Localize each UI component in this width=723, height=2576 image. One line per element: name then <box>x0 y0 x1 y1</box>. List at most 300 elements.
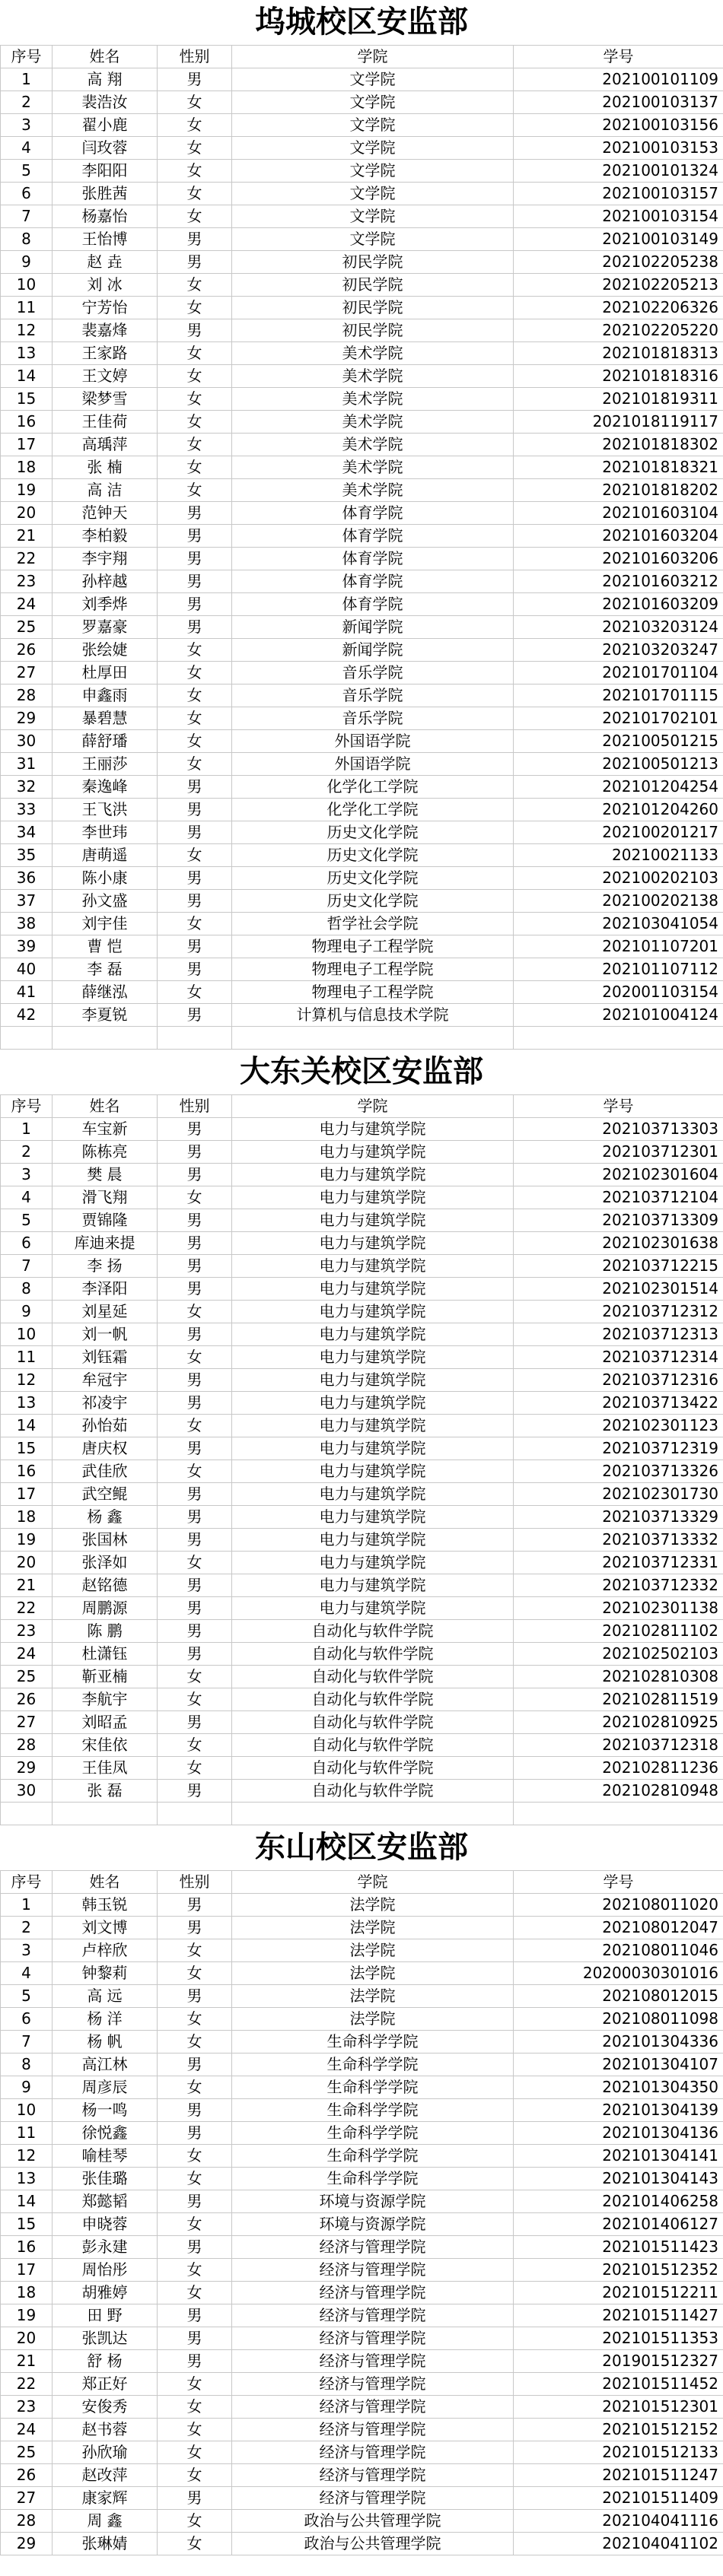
table-cell: 202102811102 <box>514 1620 723 1643</box>
table-row <box>1 1186 723 1209</box>
table-row <box>1 753 723 776</box>
table-cell: 202108012047 <box>514 1917 723 1939</box>
table-cell: 202100201217 <box>514 821 723 844</box>
table-cell: 女 <box>158 707 232 730</box>
table-cell: 男 <box>158 821 232 844</box>
table-cell: 16 <box>1 1460 53 1483</box>
table-cell: 3 <box>1 1939 53 1962</box>
table-cell: 舒 杨 <box>53 2350 158 2373</box>
table-cell: 12 <box>1 319 53 342</box>
table-cell: 202103712314 <box>514 1346 723 1369</box>
table-cell: 孙怡茹 <box>53 1415 158 1437</box>
table-cell: 27 <box>1 662 53 684</box>
table-row <box>1 1985 723 2008</box>
table-cell: 202103712319 <box>514 1437 723 1460</box>
table-cell: 李阳阳 <box>53 160 158 183</box>
table-cell: 经济与管理学院 <box>232 2419 514 2441</box>
table-cell: 电力与建筑学院 <box>232 1437 514 1460</box>
table-cell: 经济与管理学院 <box>232 2441 514 2464</box>
table-cell: 29 <box>1 2533 53 2555</box>
table-cell: 女 <box>158 1757 232 1780</box>
table-cell: 新闻学院 <box>232 639 514 662</box>
table-cell: 男 <box>158 958 232 981</box>
table-cell: 202103712316 <box>514 1369 723 1392</box>
table-cell: 1 <box>1 1894 53 1917</box>
table-cell: 4 <box>1 1186 53 1209</box>
table-cell: 女 <box>158 2510 232 2533</box>
table-cell: 18 <box>1 1506 53 1529</box>
table-cell: 文学院 <box>232 114 514 137</box>
table-cell: 生命科学学院 <box>232 2031 514 2053</box>
table-cell: 康家辉 <box>53 2487 158 2510</box>
table-cell: 202101818202 <box>514 479 723 502</box>
table-cell: 美术学院 <box>232 365 514 388</box>
table-cell: 徐悦鑫 <box>53 2122 158 2145</box>
table-cell: 闫玫蓉 <box>53 137 158 160</box>
table-cell: 27 <box>1 1711 53 1734</box>
table-cell: 6 <box>1 1232 53 1255</box>
table-cell: 张绘婕 <box>53 639 158 662</box>
table-row <box>1 684 723 707</box>
table-cell: 女 <box>158 1301 232 1323</box>
table-cell: 自动化与软件学院 <box>232 1757 514 1780</box>
table-row <box>1 2487 723 2510</box>
table-cell: 202102205238 <box>514 251 723 274</box>
table-cell: 22 <box>1 1597 53 1620</box>
table-cell: 生命科学学院 <box>232 2076 514 2099</box>
table-cell: 202101819311 <box>514 388 723 411</box>
table-cell: 申晓蓉 <box>53 2213 158 2236</box>
table-cell: 法学院 <box>232 1894 514 1917</box>
table-cell: 自动化与软件学院 <box>232 1688 514 1711</box>
table-cell: 202108011098 <box>514 2008 723 2031</box>
table-cell: 薛舒璠 <box>53 730 158 753</box>
table-cell: 202108011046 <box>514 1939 723 1962</box>
table-cell: 男 <box>158 1278 232 1301</box>
table-cell: 21 <box>1 525 53 548</box>
table-cell: 202103713326 <box>514 1460 723 1483</box>
table-row <box>1 1437 723 1460</box>
table-cell: 20 <box>1 502 53 525</box>
table-cell: 23 <box>1 1620 53 1643</box>
table-row <box>1 91 723 114</box>
table-cell: 李 磊 <box>53 958 158 981</box>
table-cell: 钟黎莉 <box>53 1962 158 1985</box>
table-cell: 男 <box>158 2099 232 2122</box>
table-cell: 女 <box>158 1552 232 1574</box>
table-cell: 10 <box>1 1323 53 1346</box>
table-row <box>1 2282 723 2304</box>
table-cell: 202102301604 <box>514 1164 723 1186</box>
table-row <box>1 935 723 958</box>
table-cell: 电力与建筑学院 <box>232 1323 514 1346</box>
table-cell: 16 <box>1 411 53 434</box>
table-cell: 女 <box>158 2282 232 2304</box>
table-cell: 女 <box>158 183 232 205</box>
table-row <box>1 616 723 639</box>
table-cell: 12 <box>1 1369 53 1392</box>
table-cell: 女 <box>158 1734 232 1757</box>
table-row <box>1 1346 723 1369</box>
table-cell: 体育学院 <box>232 525 514 548</box>
table-cell: 202101511353 <box>514 2327 723 2350</box>
table-cell: 郑懿韬 <box>53 2190 158 2213</box>
table-cell: 物理电子工程学院 <box>232 935 514 958</box>
table-cell: 生命科学学院 <box>232 2053 514 2076</box>
table-cell: 法学院 <box>232 1985 514 2008</box>
table-cell: 202100103153 <box>514 137 723 160</box>
table-cell: 11 <box>1 2122 53 2145</box>
table-cell: 薛继泓 <box>53 981 158 1004</box>
table-cell: 生命科学学院 <box>232 2145 514 2168</box>
table-cell: 高 洁 <box>53 479 158 502</box>
table-cell: 暴碧慧 <box>53 707 158 730</box>
table-cell: 男 <box>158 1917 232 1939</box>
table-cell: 202101511247 <box>514 2464 723 2487</box>
table-cell: 贾锦隆 <box>53 1209 158 1232</box>
table-cell: 202103713332 <box>514 1529 723 1552</box>
table-cell: 202101511452 <box>514 2373 723 2396</box>
table-cell: 17 <box>1 2259 53 2282</box>
table-row <box>1 2076 723 2099</box>
table-cell: 202103203124 <box>514 616 723 639</box>
table-cell: 文学院 <box>232 160 514 183</box>
table-cell: 202103713309 <box>514 1209 723 1232</box>
table-cell: 电力与建筑学院 <box>232 1460 514 1483</box>
table-row <box>1 456 723 479</box>
table-cell: 29 <box>1 1757 53 1780</box>
table-row <box>1 1780 723 1803</box>
table-cell: 女 <box>158 1962 232 1985</box>
table-cell: 15 <box>1 388 53 411</box>
table-cell: 202102206326 <box>514 297 723 319</box>
table-cell: 41 <box>1 981 53 1004</box>
table-cell: 梁梦雪 <box>53 388 158 411</box>
table-cell: 31 <box>1 753 53 776</box>
table-cell: 男 <box>158 2053 232 2076</box>
table-row <box>1 2099 723 2122</box>
table-cell: 女 <box>158 365 232 388</box>
table-cell: 经济与管理学院 <box>232 2350 514 2373</box>
empty-cell <box>514 1803 723 1825</box>
table-cell: 电力与建筑学院 <box>232 1255 514 1278</box>
table-cell: 女 <box>158 411 232 434</box>
table-row <box>1 1666 723 1688</box>
empty-cell <box>1 1803 53 1825</box>
table-cell: 男 <box>158 68 232 91</box>
table-cell: 男 <box>158 228 232 251</box>
table-cell: 202100101109 <box>514 68 723 91</box>
table-cell: 唐庆权 <box>53 1437 158 1460</box>
column-header: 性别 <box>158 46 232 68</box>
table-cell: 男 <box>158 2122 232 2145</box>
table-cell: 女 <box>158 114 232 137</box>
table-cell: 202101511423 <box>514 2236 723 2259</box>
table-cell: 王文婷 <box>53 365 158 388</box>
table-cell: 9 <box>1 251 53 274</box>
table-cell: 202101603204 <box>514 525 723 548</box>
table-cell: 男 <box>158 251 232 274</box>
table-cell: 经济与管理学院 <box>232 2464 514 2487</box>
table-cell: 刘钰霜 <box>53 1346 158 1369</box>
table-cell: 18 <box>1 2282 53 2304</box>
table-cell: 自动化与软件学院 <box>232 1666 514 1688</box>
roster-table <box>0 45 723 1050</box>
table-cell: 电力与建筑学院 <box>232 1209 514 1232</box>
table-cell: 202101406258 <box>514 2190 723 2213</box>
table-row <box>1 1118 723 1141</box>
table-cell: 音乐学院 <box>232 707 514 730</box>
table-cell: 19 <box>1 479 53 502</box>
table-cell: 经济与管理学院 <box>232 2259 514 2282</box>
table-row <box>1 1688 723 1711</box>
table-row <box>1 844 723 867</box>
table-cell: 自动化与软件学院 <box>232 1780 514 1803</box>
table-cell: 5 <box>1 1209 53 1232</box>
table-cell: 文学院 <box>232 228 514 251</box>
table-cell: 自动化与软件学院 <box>232 1734 514 1757</box>
table-cell: 男 <box>158 2304 232 2327</box>
table-cell: 20 <box>1 2327 53 2350</box>
table-row <box>1 297 723 319</box>
table-cell: 经济与管理学院 <box>232 2304 514 2327</box>
table-row <box>1 1894 723 1917</box>
table-cell: 男 <box>158 2236 232 2259</box>
table-row <box>1 1757 723 1780</box>
table-cell: 25 <box>1 1666 53 1688</box>
table-cell: 男 <box>158 867 232 890</box>
table-row <box>1 319 723 342</box>
table-row <box>1 251 723 274</box>
table-cell: 202102205220 <box>514 319 723 342</box>
table-cell: 刘季烨 <box>53 593 158 616</box>
table-row <box>1 1415 723 1437</box>
table-cell: 刘文博 <box>53 1917 158 1939</box>
table-cell: 体育学院 <box>232 593 514 616</box>
table-cell: 202102502103 <box>514 1643 723 1666</box>
table-cell: 男 <box>158 1597 232 1620</box>
table-row <box>1 365 723 388</box>
table-row <box>1 2533 723 2555</box>
table-cell: 11 <box>1 297 53 319</box>
table-cell: 17 <box>1 1483 53 1506</box>
table-cell: 202101512133 <box>514 2441 723 2464</box>
table-cell: 202100103154 <box>514 205 723 228</box>
table-cell: 男 <box>158 2487 232 2510</box>
table-cell: 9 <box>1 2076 53 2099</box>
table-row <box>1 388 723 411</box>
column-header: 学号 <box>514 46 723 68</box>
table-cell: 202101304143 <box>514 2168 723 2190</box>
table-cell: 男 <box>158 2327 232 2350</box>
table-cell: 孙欣瑜 <box>53 2441 158 2464</box>
table-cell: 女 <box>158 684 232 707</box>
table-cell: 23 <box>1 2396 53 2419</box>
table-cell: 202101603206 <box>514 548 723 570</box>
table-row <box>1 662 723 684</box>
table-cell: 女 <box>158 479 232 502</box>
table-cell: 202104041102 <box>514 2533 723 2555</box>
table-row <box>1 776 723 799</box>
table-cell: 历史文化学院 <box>232 821 514 844</box>
table-cell: 女 <box>158 2533 232 2555</box>
table-row <box>1 342 723 365</box>
table-cell: 20 <box>1 1552 53 1574</box>
table-cell: 25 <box>1 2441 53 2464</box>
table-cell: 牟冠宇 <box>53 1369 158 1392</box>
table-cell: 男 <box>158 1118 232 1141</box>
table-cell: 李宇翔 <box>53 548 158 570</box>
table-cell: 202102301123 <box>514 1415 723 1437</box>
table-cell: 32 <box>1 776 53 799</box>
column-header: 学院 <box>232 46 514 68</box>
table-cell: 音乐学院 <box>232 684 514 707</box>
table-row <box>1 1574 723 1597</box>
section-title: 坞城校区安监部 <box>255 5 468 40</box>
table-cell: 刘星延 <box>53 1301 158 1323</box>
table-cell: 高江林 <box>53 2053 158 2076</box>
roster-section <box>0 1050 723 1825</box>
table-row <box>1 1620 723 1643</box>
table-cell: 周 鑫 <box>53 2510 158 2533</box>
table-cell: 男 <box>158 570 232 593</box>
table-row <box>1 2396 723 2419</box>
table-cell: 周怡彤 <box>53 2259 158 2282</box>
section-title: 东山校区安监部 <box>255 1830 468 1865</box>
table-cell: 女 <box>158 342 232 365</box>
table-cell: 女 <box>158 2213 232 2236</box>
table-cell: 田 野 <box>53 2304 158 2327</box>
table-cell: 202103712312 <box>514 1301 723 1323</box>
table-cell: 女 <box>158 1939 232 1962</box>
table-cell: 男 <box>158 1232 232 1255</box>
table-cell: 男 <box>158 1164 232 1186</box>
table-cell: 赵铭德 <box>53 1574 158 1597</box>
column-header: 序号 <box>1 1095 53 1118</box>
table-cell: 男 <box>158 1209 232 1232</box>
table-cell: 202101304107 <box>514 2053 723 2076</box>
table-row <box>1 799 723 821</box>
table-row <box>1 2145 723 2168</box>
table-cell: 12 <box>1 2145 53 2168</box>
table-cell: 体育学院 <box>232 502 514 525</box>
table-cell: 男 <box>158 799 232 821</box>
table-cell: 文学院 <box>232 183 514 205</box>
table-cell: 秦逸峰 <box>53 776 158 799</box>
table-cell: 202102810948 <box>514 1780 723 1803</box>
table-cell: 美术学院 <box>232 342 514 365</box>
table-cell: 物理电子工程学院 <box>232 958 514 981</box>
table-cell: 女 <box>158 1688 232 1711</box>
table-cell: 电力与建筑学院 <box>232 1141 514 1164</box>
table-row <box>1 1917 723 1939</box>
table-cell: 生命科学学院 <box>232 2122 514 2145</box>
table-cell: 环境与资源学院 <box>232 2213 514 2236</box>
table-cell: 8 <box>1 2053 53 2076</box>
table-cell: 裴嘉烽 <box>53 319 158 342</box>
table-cell: 202100103137 <box>514 91 723 114</box>
table-row <box>1 1552 723 1574</box>
table-row <box>1 1209 723 1232</box>
table-cell: 体育学院 <box>232 570 514 593</box>
empty-row <box>1 1027 723 1050</box>
table-cell: 刘 冰 <box>53 274 158 297</box>
table-cell: 经济与管理学院 <box>232 2327 514 2350</box>
column-header: 姓名 <box>53 46 158 68</box>
table-cell: 4 <box>1 1962 53 1985</box>
table-cell: 刘昭孟 <box>53 1711 158 1734</box>
table-row <box>1 593 723 616</box>
table-cell: 女 <box>158 2076 232 2099</box>
table-cell: 5 <box>1 1985 53 2008</box>
table-cell: 女 <box>158 2008 232 2031</box>
table-cell: 音乐学院 <box>232 662 514 684</box>
table-row <box>1 1301 723 1323</box>
table-cell: 文学院 <box>232 68 514 91</box>
table-cell: 女 <box>158 753 232 776</box>
table-cell: 30 <box>1 730 53 753</box>
table-cell: 法学院 <box>232 1962 514 1985</box>
table-cell: 26 <box>1 639 53 662</box>
column-header: 姓名 <box>53 1095 158 1118</box>
table-cell: 202101511409 <box>514 2487 723 2510</box>
table-cell: 女 <box>158 2464 232 2487</box>
table-cell: 韩玉锐 <box>53 1894 158 1917</box>
table-cell: 男 <box>158 1141 232 1164</box>
table-cell: 202108011020 <box>514 1894 723 1917</box>
table-cell: 202102205213 <box>514 274 723 297</box>
empty-cell <box>53 1027 158 1050</box>
roster-table <box>0 1870 723 2555</box>
table-cell: 202103041054 <box>514 913 723 935</box>
table-cell: 15 <box>1 2213 53 2236</box>
table-row <box>1 205 723 228</box>
table-cell: 杨一鸣 <box>53 2099 158 2122</box>
table-cell: 男 <box>158 1529 232 1552</box>
table-cell: 38 <box>1 913 53 935</box>
table-cell: 女 <box>158 297 232 319</box>
table-cell: 陈 鹏 <box>53 1620 158 1643</box>
table-cell: 刘一帆 <box>53 1323 158 1346</box>
table-cell: 男 <box>158 1437 232 1460</box>
table-cell: 女 <box>158 2441 232 2464</box>
table-cell: 22 <box>1 2373 53 2396</box>
table-cell: 202103713422 <box>514 1392 723 1415</box>
table-cell: 202101512152 <box>514 2419 723 2441</box>
table-cell: 202001103154 <box>514 981 723 1004</box>
table-cell: 202101818302 <box>514 434 723 456</box>
column-header: 性别 <box>158 1871 232 1894</box>
table-cell: 男 <box>158 548 232 570</box>
roster-section <box>0 0 723 1050</box>
table-cell: 11 <box>1 1346 53 1369</box>
table-cell: 周鹏源 <box>53 1597 158 1620</box>
table-cell: 化学化工学院 <box>232 776 514 799</box>
table-cell: 202101511427 <box>514 2304 723 2327</box>
table-row <box>1 479 723 502</box>
table-row <box>1 639 723 662</box>
table-cell: 电力与建筑学院 <box>232 1415 514 1437</box>
table-cell: 21 <box>1 1574 53 1597</box>
table-cell: 10 <box>1 274 53 297</box>
table-cell: 7 <box>1 205 53 228</box>
table-cell: 男 <box>158 616 232 639</box>
table-cell: 202103712301 <box>514 1141 723 1164</box>
table-cell: 202101603104 <box>514 502 723 525</box>
table-cell: 202104041116 <box>514 2510 723 2533</box>
table-cell: 陈小康 <box>53 867 158 890</box>
table-cell: 王飞洪 <box>53 799 158 821</box>
